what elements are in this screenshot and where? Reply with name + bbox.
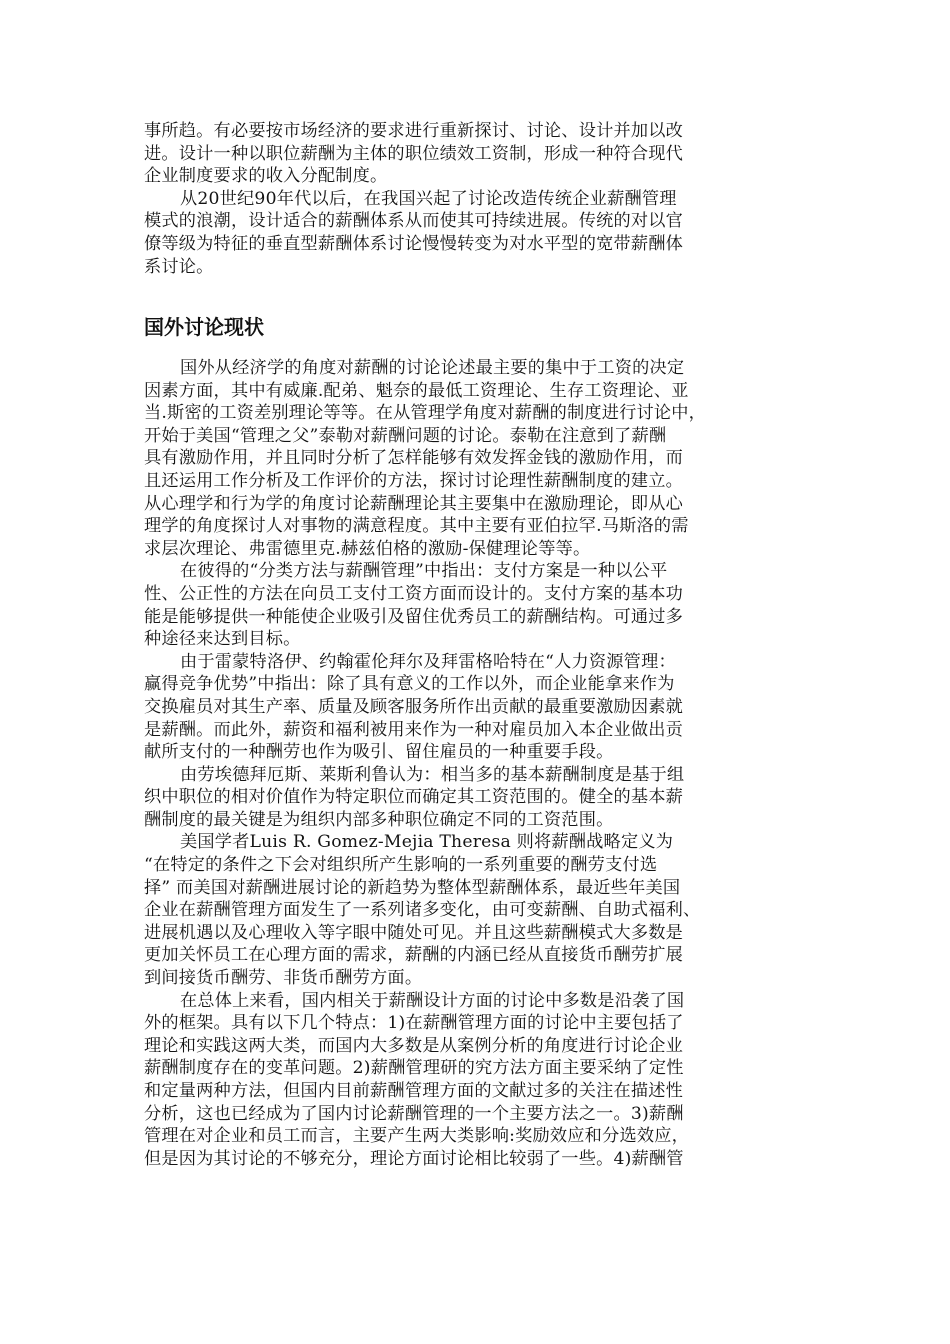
text-line: 种途径来达到目标。 — [144, 629, 301, 650]
text-line: 择” 而美国对薪酬进展讨论的新趋势为整体型薪酬体系，最近些年美国 — [144, 877, 681, 898]
text-line: 薪酬制度存在的变革问题。2)薪酬管理研的究方法方面主要采纳了定性 — [144, 1058, 684, 1079]
text-line: “在特定的条件之下会对组织所产生影响的一系列重要的酬劳支付选 — [144, 855, 658, 876]
text-line: 是薪酬。而此外，薪资和福利被用来作为一种对雇员加入本企业做出贡 — [144, 719, 684, 740]
text-line: 织中职位的相对价值作为特定职位而确定其工资范围的。健全的基本薪 — [144, 787, 684, 808]
text-line: 理论和实践这两大类，而国内大多数是从案例分析的角度进行讨论企业 — [144, 1035, 684, 1056]
text-line: 进。设计一种以职位薪酬为主体的职位绩效工资制，形成一种符合现代 — [144, 143, 684, 164]
text-line: 从20世纪90年代以后，在我国兴起了讨论改造传统企业薪酬管理 — [180, 188, 677, 209]
text-line: 理学的角度探讨人对事物的满意程度。其中主要有亚伯拉罕.马斯洛的需 — [144, 516, 689, 537]
intro-text-block — [144, 120, 804, 278]
text-line: 献所支付的一种酬劳也作为吸引、留住雇员的一种重要手段。 — [144, 742, 614, 763]
text-line: 和定量两种方法，但国内目前薪酬管理方面的文献过多的关注在描述性 — [144, 1081, 684, 1101]
text-line: 赢得竞争优势”中指出：除了具有意义的工作以外，而企业能拿来作为 — [144, 674, 675, 695]
body-paragraph-2 — [144, 560, 804, 650]
section-heading: 国外讨论现状 — [144, 315, 264, 339]
text-line: 因素方面，其中有威廉.配弟、魁奈的最低工资理论、生存工资理论、亚 — [144, 380, 689, 401]
text-line: 开始于美国“管理之父”泰勒对薪酬问题的讨论。泰勒在注意到了薪酬 — [144, 425, 667, 446]
text-line: 分析，这也已经成为了国内讨论薪酬管理的一个主要方法之一。3)薪酬 — [144, 1103, 684, 1124]
text-line: 但是因为其讨论的不够充分，理论方面讨论相比较弱了一些。4)薪酬管 — [144, 1148, 684, 1169]
text-line: 具有激励作用，并且同时分析了怎样能够有效发挥金钱的激励作用，而 — [144, 448, 684, 469]
text-line: 僚等级为特征的垂直型薪酬体系讨论慢慢转变为对水平型的宽带薪酬体 — [144, 233, 684, 254]
text-line: 更加关怀员工在心理方面的需求，薪酬的内涵已经从直接货币酬劳扩展 — [144, 945, 684, 966]
text-line: 国外从经济学的角度对薪酬的讨论论述最主要的集中于工资的决定 — [180, 358, 685, 378]
body-paragraph-1 — [144, 357, 804, 560]
text-line: 进展机遇以及心理收入等字眼中随处可见。并且这些薪酬模式大多数是 — [144, 922, 684, 943]
text-line: 酬制度的最关键是为组织内部多种职位确定不同的工资范围。 — [144, 809, 614, 830]
text-line: 外的框架。具有以下几个特点：1)在薪酬管理方面的讨论中主要包括了 — [144, 1013, 684, 1034]
text-line: 由劳埃德拜厄斯、莱斯利鲁认为：相当多的基本薪酬制度是基于组 — [180, 764, 685, 785]
text-line: 且还运用工作分析及工作评价的方法，探讨讨论理性薪酬制度的建立。 — [144, 470, 684, 491]
text-line: 能是能够提供一种能使企业吸引及留住优秀员工的薪酬结构。可通过多 — [144, 606, 684, 627]
text-line: 企业制度要求的收入分配制度。 — [144, 166, 388, 187]
body-paragraph-5 — [144, 831, 804, 989]
text-line: 交换雇员对其生产率、质量及顾客服务所作出贡献的最重要激励因素就 — [144, 696, 684, 717]
text-line: 企业在薪酬管理方面发生了一系列诸多变化，由可变薪酬、自助式福利、 — [144, 900, 701, 921]
intro-paragraph-2 — [144, 188, 804, 278]
body-paragraph-6 — [144, 990, 804, 1171]
text-line: 性、公正性的方法在向员工支付工资方面而设计的。支付方案的基本功 — [144, 583, 684, 604]
text-line: 事所趋。有必要按市场经济的要求进行重新探讨、讨论、设计并加以改 — [144, 121, 684, 141]
text-line: 在彼得的“分类方法与薪酬管理”中指出：支付方案是一种以公平 — [180, 561, 668, 582]
body-paragraph-3 — [144, 651, 804, 764]
text-line: 由于雷蒙特洛伊、约翰霍伦拜尔及拜雷格哈特在“人力资源管理： — [180, 651, 676, 672]
text-line: 当.斯密的工资差别理论等等。在从管理学角度对薪酬的制度进行讨论中， — [144, 403, 707, 424]
text-line: 美国学者Luis R. Gomez-Mejia Theresa 则将薪酬战略定义为 — [180, 832, 674, 853]
text-line: 从心理学和行为学的角度讨论薪酬理论其主要集中在激励理论，即从心 — [144, 493, 684, 514]
text-line: 到间接货币酬劳、非货币酬劳方面。 — [144, 968, 423, 989]
intro-paragraph-1 — [144, 120, 804, 188]
text-line: 管理在对企业和员工而言，主要产生两大类影响:奖励效应和分选效应， — [144, 1126, 690, 1147]
body-paragraph-4 — [144, 764, 804, 832]
text-line: 求层次理论、弗雷德里克.赫兹伯格的激励-保健理论等等。 — [144, 538, 591, 559]
text-line: 模式的浪潮，设计适合的薪酬体系从而使其可持续进展。传统的对以官 — [144, 211, 684, 232]
text-line: 系讨论。 — [144, 256, 214, 277]
text-line: 在总体上来看，国内相关于薪酬设计方面的讨论中多数是沿袭了国 — [180, 990, 685, 1011]
body-text-block — [144, 357, 804, 1170]
